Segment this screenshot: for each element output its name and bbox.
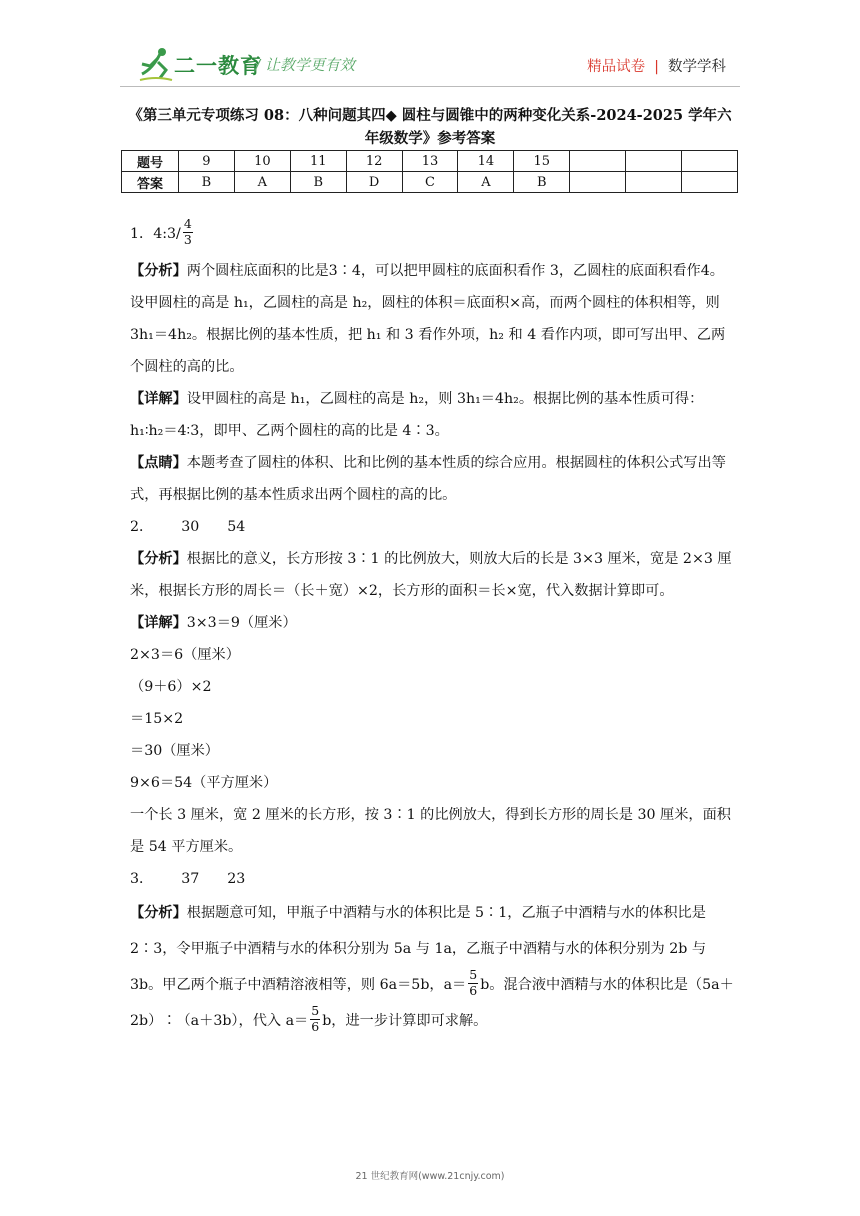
q3-analysis-part-3: b，进一步计算即可求解。: [322, 1013, 488, 1029]
q2-detail-line-1: 3×3＝9（厘米）: [186, 615, 297, 631]
q1-detail-text: 设甲圆柱的高是 h₁，乙圆柱的高是 h₂，则 3h₁＝4h₂。根据比例的基本性质可得：h₁∶h₂＝4∶3，即甲、乙两个圆柱的高的比是 4∶3。: [130, 391, 704, 439]
table-cell: B: [514, 172, 570, 193]
q1-answer-text: 1．4:3/: [130, 226, 181, 242]
analysis-tag: 【分析】: [130, 263, 187, 279]
q1-detail: [130, 383, 734, 447]
q3-frac-num: 5: [469, 967, 478, 982]
analysis-tag: 【分析】: [130, 905, 187, 921]
table-cell: 12: [346, 151, 402, 172]
q1-frac-num: 4: [183, 216, 192, 231]
table-cell: [626, 151, 682, 172]
table-cell: B: [290, 172, 346, 193]
table-cell: 11: [290, 151, 346, 172]
table-cell: [570, 151, 626, 172]
table-cell: 14: [458, 151, 514, 172]
q2-conclusion: 一个长 3 厘米，宽 2 厘米的长方形，按 3∶1 的比例放大，得到长方形的周长是 30 厘米，面积是 54 平方厘米。: [130, 807, 731, 855]
q3-frac-den: 6: [311, 1018, 320, 1034]
q2-detail-line-2: 2×3＝6（厘米）: [130, 647, 240, 663]
table-cell: 13: [402, 151, 458, 172]
answer-table: [121, 150, 738, 193]
table-cell: 15: [514, 151, 570, 172]
header-right: [587, 55, 726, 76]
comment-tag: 【点睛】: [130, 455, 187, 471]
q3-analysis: [130, 895, 734, 1039]
table-cell: A: [458, 172, 514, 193]
header-divider: [120, 86, 740, 87]
page-footer: 21 世纪教育网(www.21cnjy.com): [355, 1171, 505, 1182]
analysis-tag: 【分析】: [130, 551, 187, 567]
table-cell: [682, 151, 738, 172]
table-cell: B: [179, 172, 235, 193]
q2-detail-line-3: （9＋6）×2: [130, 679, 212, 695]
q3-frac-num: 5: [311, 1003, 320, 1018]
table-cell: 10: [234, 151, 290, 172]
table-cell: D: [346, 172, 402, 193]
table-row-numbers: [122, 151, 738, 172]
title-line-2: 年级数学》参考答案: [364, 130, 496, 147]
q1-analysis-text: 两个圆柱底面积的比是3∶4，可以把甲圆柱的底面积看作 3，乙圆柱的底面积看作4。设甲圆柱的高是 h₁，乙圆柱的高是 h₂，圆柱的体积＝底面积×高，而两个圆柱的体积相等，则 3h₁＝4h₂。根据比例的基本性质，把 h₁ 和 3 看作外项，h₂ 和 4 看作内项，即可写出甲、乙两个圆柱的高的比。: [130, 263, 726, 375]
q1-comment-text: 本题考查了圆柱的体积、比和比例的基本性质的综合应用。根据圆柱的体积公式写出等式，再根据比例的基本性质求出两个圆柱的高的比。: [130, 455, 726, 503]
table-cell: [626, 172, 682, 193]
document-title: [124, 104, 736, 150]
table-cell: A: [234, 172, 290, 193]
q1-answer: [130, 213, 734, 255]
q1-fraction: [183, 218, 193, 246]
q3-answer: [130, 863, 734, 895]
q2-answer-2: 54: [227, 519, 246, 535]
table-cell: C: [402, 172, 458, 193]
row-header-answer: 答案: [122, 172, 179, 193]
q2-detail-line-5: ＝30（厘米）: [130, 743, 219, 759]
q2-detail: [130, 607, 734, 639]
table-cell: 9: [179, 151, 235, 172]
title-line-1: 《第三单元专项练习 08：八种问题其四◆ 圆柱与圆锥中的两种变化关系-2024-2025 学年六: [128, 107, 732, 124]
q3-analysis-part-2: b。混合液中酒精与水的体积比是（5a＋2b）∶（a＋3b），代入 a＝: [130, 977, 734, 1029]
q1-comment: [130, 447, 734, 511]
q1-frac-den: 3: [183, 231, 192, 247]
q3-analysis-part-1: 根据题意可知，甲瓶子中酒精与水的体积比是 5∶1，乙瓶子中酒精与水的体积比是 2∶3，令甲瓶子中酒精与水的体积分别为 5a 与 1a，乙瓶子中酒精与水的体积分别为 2b 与 3b。甲乙两个瓶子中酒精溶液相等，则 6a＝5b，a＝: [130, 905, 707, 993]
q2-answer-1: 30: [181, 519, 200, 535]
q1-analysis: [130, 255, 734, 383]
page-header: [0, 0, 860, 100]
q3-number: 3．: [130, 871, 154, 887]
q3-answer-2: 23: [227, 871, 246, 887]
subject-label: 数学学科: [668, 59, 726, 75]
detail-tag: 【详解】: [130, 615, 187, 631]
q2-detail-line-6: 9×6＝54（平方厘米）: [130, 775, 278, 791]
q3-answer-1: 37: [181, 871, 200, 887]
q2-analysis: [130, 543, 734, 607]
q2-detail-line-4: ＝15×2: [130, 711, 184, 727]
q3-fraction-1: [468, 969, 478, 997]
detail-tag: 【详解】: [130, 391, 187, 407]
q3-fraction-2: [310, 1005, 320, 1033]
premium-label: 精品试卷: [587, 59, 646, 75]
table-row-answers: [122, 172, 738, 193]
table-cell: [682, 172, 738, 193]
q3-frac-den: 6: [469, 982, 478, 998]
header-separator: |: [654, 59, 659, 75]
row-header-number: 题号: [122, 151, 179, 172]
q2-analysis-text: 根据比的意义，长方形按 3∶1 的比例放大，则放大后的长是 3×3 厘米，宽是 2×3 厘米，根据长方形的周长＝（长＋宽）×2，长方形的面积＝长×宽，代入数据计算即可。: [130, 551, 732, 599]
slogan: / 让教学更有效: [255, 56, 355, 74]
q2-number: 2．: [130, 519, 154, 535]
table-cell: [570, 172, 626, 193]
logo-text: 二一教育: [174, 54, 262, 78]
q2-answer: [130, 511, 734, 543]
solutions-body: [130, 213, 734, 1039]
